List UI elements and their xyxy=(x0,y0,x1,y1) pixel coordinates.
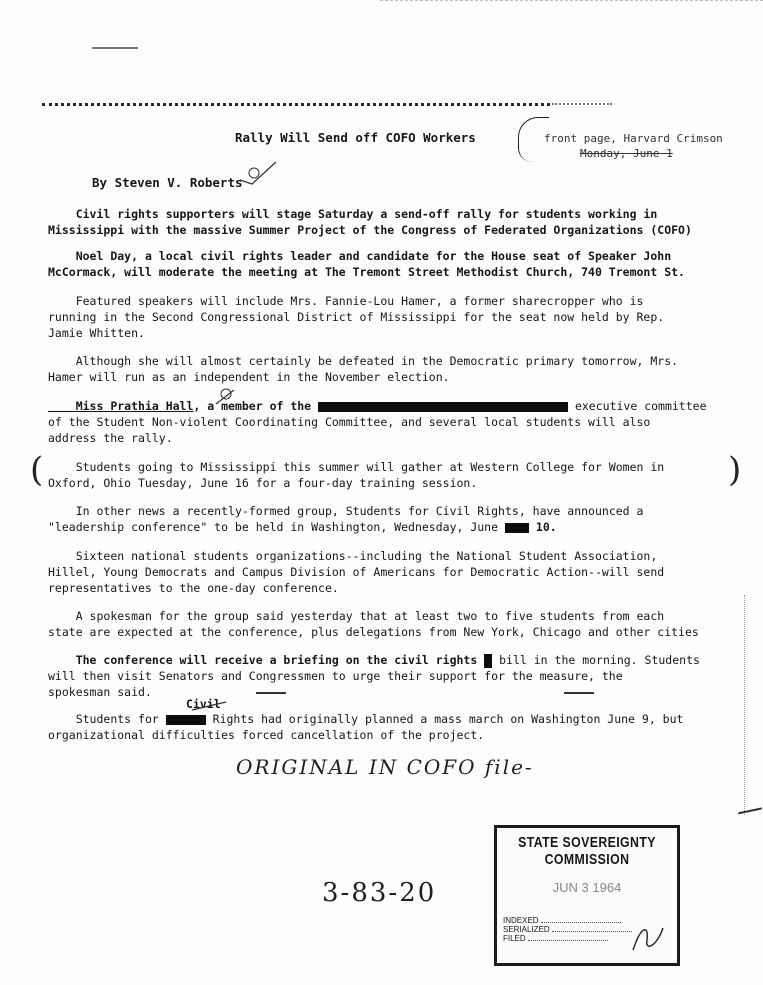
prathia-hall-name: Miss Prathia Hall xyxy=(48,399,194,413)
stamp-fields xyxy=(503,916,632,943)
paragraph-7 xyxy=(48,503,758,535)
header-dotted-rule xyxy=(42,103,550,109)
right-margin-speckle xyxy=(744,595,747,815)
right-parenthesis-mark: ) xyxy=(728,450,742,490)
handwritten-file-number: 3-83-20 xyxy=(322,878,437,908)
header-dotted-rule-tail xyxy=(552,103,612,107)
paragraph-10 xyxy=(48,652,758,700)
byline: By Steven V. Roberts xyxy=(92,175,243,190)
handwritten-note: ORIGINAL IN COFO file- xyxy=(236,755,534,779)
paragraph-9: A spokesman for the group said yesterday that at least two to five students from each state are expected at the conference, plus delegations from New York, Chicago and other cities xyxy=(48,609,699,639)
paragraph-5 xyxy=(48,398,758,446)
sovereignty-commission-stamp xyxy=(494,825,680,966)
front-note-line-1: front page, Harvard Crimson xyxy=(544,132,723,145)
paragraph-2 xyxy=(48,248,758,280)
paragraph-11-text: Students for xyxy=(48,712,166,726)
paragraph-5-end: executive committee of the Student Non-violent Coordinating Committee, and several local students will also address the rally. xyxy=(48,399,707,445)
underline-mark-right xyxy=(564,692,594,694)
redaction-bar-struck-word xyxy=(166,715,206,725)
paragraph-2-text: Noel Day, a local civil rights leader and candidate for the House seat of Speaker John McCormack, will moderate the meeting at The Tremont Street Methodist Church, 740 Tremont St. xyxy=(48,249,685,279)
underline-mark-left xyxy=(256,692,286,694)
redaction-bar-date xyxy=(505,523,529,533)
right-margin-mark xyxy=(736,798,762,815)
stamp-indexed: INDEXED xyxy=(503,916,539,925)
inserted-word-civil: Civil xyxy=(186,697,221,711)
paragraph-7-text: In other news a recently-formed group, Students for Civil Rights, have announced a "leadership conference" to be held in Washington, Wednesday, June xyxy=(48,504,644,534)
top-left-mark xyxy=(92,47,138,49)
paragraph-6: Students going to Mississippi this summer will gather at Western College for Women in Oxford, Ohio Tuesday, June 16 for a four-day training session. xyxy=(48,460,665,490)
front-note-line-2: Monday, June 1 xyxy=(580,147,673,160)
stamp-initials-scribble xyxy=(627,920,667,956)
top-edge-dots xyxy=(380,0,763,3)
stamp-title: STATE SOVEREIGNTY COMMISSION xyxy=(518,834,656,868)
redaction-mark-small xyxy=(484,654,492,668)
byline-checkmark xyxy=(238,160,278,186)
stamp-date: JUN 3 1964 xyxy=(552,880,622,895)
paragraph-3: Featured speakers will include Mrs. Fannie-Lou Hamer, a former sharecropper who is running in the Second Congressional District of Mississippi for the seat now held by Rep. Jamie Whitten. xyxy=(48,294,665,340)
left-parenthesis-mark: ( xyxy=(30,450,44,490)
stamp-filed: FILED xyxy=(503,934,526,943)
paragraph-10-text: The conference will receive a briefing on the civil rights xyxy=(48,653,485,667)
paragraph-4: Although she will almost certainly be defeated in the Democratic primary tomorrow, Mrs. Hamer will run as an independent in the November election. xyxy=(48,354,679,384)
paragraph-5-mid: , a member of the xyxy=(193,399,319,413)
paragraph-7-end: 10. xyxy=(528,520,557,534)
front-page-note xyxy=(544,131,723,161)
paragraph-10-end: bill in the morning. Students will then visit Senators and Congressmen to urge their support for the measure, the spokesman said. xyxy=(48,653,700,699)
redaction-bar xyxy=(318,402,568,412)
paragraph-11-end: Rights had originally planned a mass march on Washington June 9, but organizational difficulties forced cancellation of the project. xyxy=(48,712,684,742)
paragraph-8: Sixteen national students organizations--including the National Student Association, Hillel, Young Democrats and Campus Division of Americans for Democratic Action--will send representatives to the one-day conference. xyxy=(48,549,665,595)
paragraph-11 xyxy=(48,711,758,743)
headline: Rally Will Send off COFO Workers xyxy=(235,130,476,145)
paragraph-1: Civil rights supporters will stage Saturday a send-off rally for students working in Mississippi with the massive Summer Project of the Congress of Federated Organizations (COFO) xyxy=(48,207,692,237)
stamp-serialized: SERIALIZED xyxy=(503,925,550,934)
